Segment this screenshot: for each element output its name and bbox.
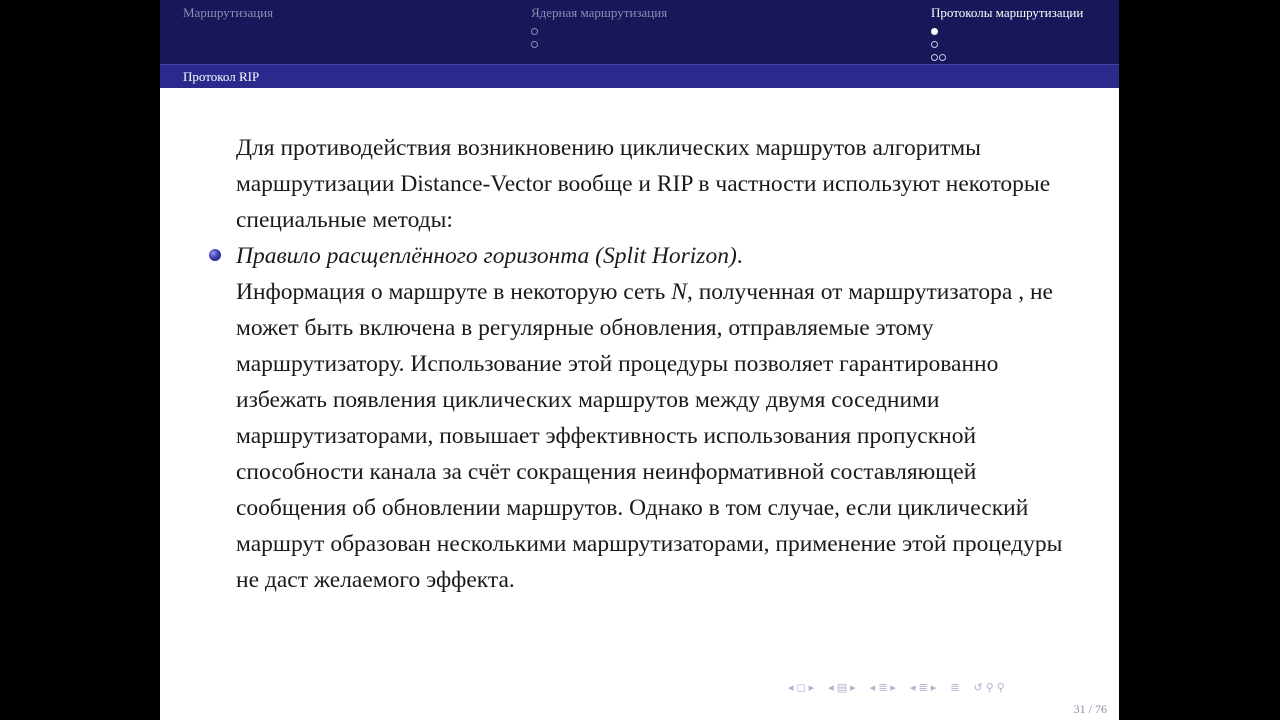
navigation-header: [160, 0, 1119, 64]
slide: [160, 0, 1119, 720]
slide-content: [236, 130, 1066, 598]
beamer-navigation-controls: [788, 681, 1005, 694]
nav-dot[interactable]: [531, 28, 538, 35]
intro-paragraph: Для противодействия возникновению циклических маршрутов алгоритмы маршрутизации Distance-Vector вообще и RIP в частности используют некоторые специальные методы:: [236, 135, 1051, 233]
nav-left-icon[interactable]: ◂: [869, 681, 876, 694]
bullet-text-part: , полученная от маршрутизатора , не может быть включена в регулярные обновления, отправляемые этому маршрутизатору. Использование этой процедуры позволяет гарантированно избежать появления циклических маршрутов между двумя соседними маршрутизаторами, повышает эффективность использования пропускной способности канала за счёт сокращения неинформативной составляющей сообщения об обновлении маршрутов. Однако в том случае, если циклический маршрут образован несколькими маршрутизаторами, применение этой процедуры не даст желаемого эффекта.: [236, 279, 1063, 593]
nav-section-title: Протоколы маршрутизации: [931, 5, 1084, 20]
nav-section-routing[interactable]: [183, 5, 273, 21]
nav-right-icon[interactable]: ▸: [850, 681, 856, 694]
nav-dots: [531, 25, 667, 51]
nav-dot-current[interactable]: [931, 28, 938, 35]
nav-right-icon[interactable]: ▸: [808, 681, 815, 694]
subsection-icon[interactable]: ▤: [836, 681, 848, 694]
bullet-text-part: Информация о маршруте в некоторую сеть: [236, 279, 672, 305]
bullet-icon: [209, 249, 221, 261]
nav-dot[interactable]: [931, 41, 938, 48]
nav-section-title: Маршрутизация: [183, 5, 274, 20]
page-number: 31 / 76: [1073, 702, 1107, 716]
frame-icon[interactable]: ◻: [796, 681, 806, 694]
nav-section-routing-protocols[interactable]: [931, 5, 1083, 64]
bullet-item: [236, 238, 1066, 598]
nav-dot[interactable]: [531, 41, 538, 48]
back-icon[interactable]: ↺: [973, 681, 983, 694]
nav-section-core-routing[interactable]: [531, 5, 667, 51]
nav-left-icon[interactable]: ◂: [828, 681, 834, 694]
nav-dot[interactable]: [939, 54, 946, 61]
nav-dots: [931, 25, 1083, 64]
section-icon[interactable]: ≣: [878, 681, 888, 694]
zoom-icon[interactable]: ⚲: [996, 681, 1005, 694]
nav-left-icon[interactable]: ◂: [788, 681, 794, 694]
bullet-heading: Правило расщеплённого горизонта (Split Horizon): [236, 243, 737, 269]
nav-dot[interactable]: [931, 54, 938, 61]
bullet-heading-line: [236, 238, 1066, 274]
nav-left-icon[interactable]: ◂: [909, 681, 916, 694]
subsection-title: Протокол RIP: [183, 69, 260, 84]
variable-n: N: [671, 279, 687, 305]
nav-section-title: Ядерная маршрутизация: [531, 5, 668, 20]
document-icon[interactable]: ≣: [918, 681, 928, 694]
nav-right-icon[interactable]: ▸: [930, 681, 937, 694]
subsection-bar: [160, 64, 1119, 88]
nav-right-icon[interactable]: ▸: [890, 681, 896, 694]
appendix-icon[interactable]: ≣: [950, 681, 960, 694]
bullet-heading-suffix: .: [736, 243, 743, 269]
zoom-icon[interactable]: ⚲: [985, 681, 994, 694]
bullet-body: [236, 274, 1066, 598]
